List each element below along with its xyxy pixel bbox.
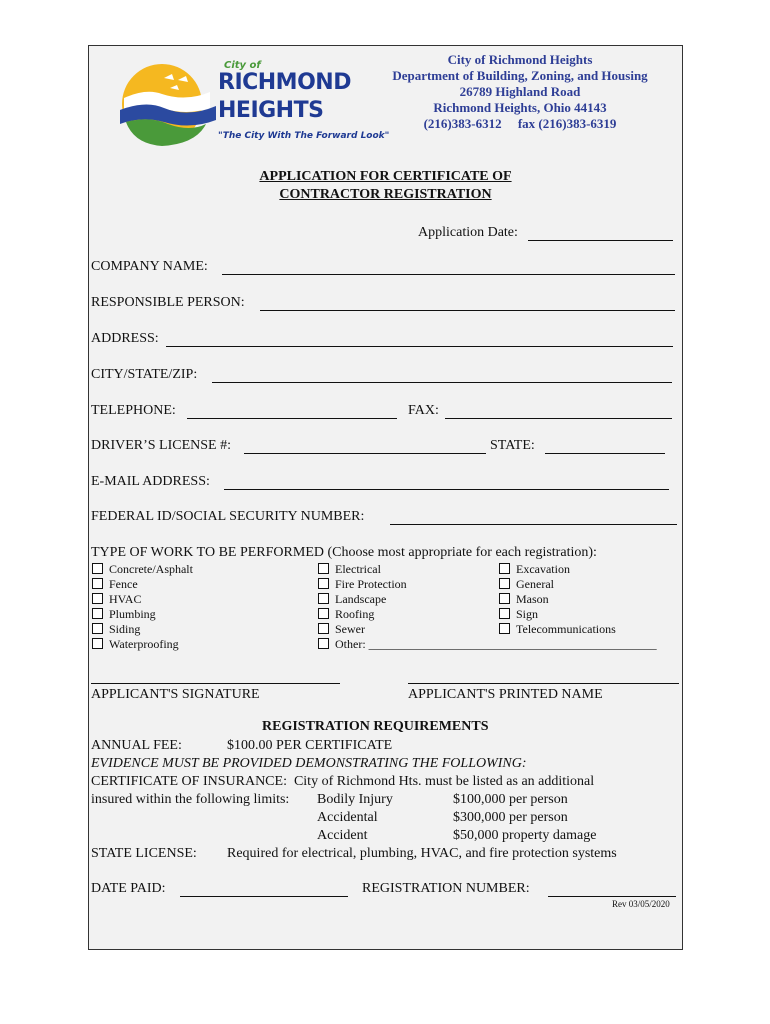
city-state-zip-label: CITY/STATE/ZIP: xyxy=(91,367,198,382)
other-field[interactable]: Other: ________________________________________________ xyxy=(335,637,657,651)
checkbox-label: Concrete/Asphalt xyxy=(109,562,193,576)
application-date-field[interactable] xyxy=(528,240,673,241)
checkbox-label: General xyxy=(516,577,554,591)
checkbox[interactable] xyxy=(92,623,103,634)
checkbox-item-other[interactable] xyxy=(318,637,657,652)
state-license-value: Required for electrical, plumbing, HVAC, and fire protection systems xyxy=(227,846,617,861)
address-label: ADDRESS: xyxy=(91,331,159,346)
responsible-person-field[interactable] xyxy=(260,310,675,311)
title-line-1: APPLICATION FOR CERTIFICATE OF xyxy=(259,169,512,184)
responsible-person-label: RESPONSIBLE PERSON: xyxy=(91,295,245,310)
checkbox-item[interactable] xyxy=(499,622,616,637)
work-type-col3 xyxy=(499,562,616,637)
department-header xyxy=(380,52,660,132)
application-date-label: Application Date: xyxy=(418,225,518,240)
city-state-zip-field[interactable] xyxy=(212,382,672,383)
fax-label: FAX: xyxy=(408,403,439,418)
checkbox-label: Mason xyxy=(516,592,549,606)
state-label: STATE: xyxy=(490,438,535,453)
checkbox[interactable] xyxy=(318,638,329,649)
checkbox[interactable] xyxy=(499,578,510,589)
logo-tagline: "The City With The Forward Look" xyxy=(218,131,390,141)
company-name-label: COMPANY NAME: xyxy=(91,259,208,274)
drivers-license-label: DRIVER’S LICENSE #: xyxy=(91,438,231,453)
federal-id-field[interactable] xyxy=(390,524,677,525)
logo-heights: HEIGHTS xyxy=(218,98,324,123)
checkbox-label: Fence xyxy=(109,577,138,591)
email-field[interactable] xyxy=(224,489,669,490)
checkbox[interactable] xyxy=(92,563,103,574)
header-phone-fax: (216)383-6312 fax (216)383-6319 xyxy=(423,116,617,131)
insurance-line-1: CERTIFICATE OF INSURANCE: City of Richmond Hts. must be listed as an additional xyxy=(91,774,595,789)
applicant-printed-name-field[interactable] xyxy=(408,683,679,684)
checkbox[interactable] xyxy=(92,608,103,619)
revision-date: Rev 03/05/2020 xyxy=(612,899,670,909)
federal-id-label: FEDERAL ID/SOCIAL SECURITY NUMBER: xyxy=(91,509,365,524)
checkbox-item[interactable] xyxy=(499,607,616,622)
checkbox-item[interactable] xyxy=(92,592,193,607)
checkbox-label: Sign xyxy=(516,607,539,621)
date-paid-label: DATE PAID: xyxy=(91,881,166,896)
checkbox[interactable] xyxy=(92,578,103,589)
insurance-line-2: insured within the following limits: xyxy=(91,792,290,807)
logo-richmond: RICHMOND xyxy=(218,70,351,95)
header-city-state-zip: Richmond Heights, Ohio 44143 xyxy=(433,100,607,115)
applicant-signature-label: APPLICANT'S SIGNATURE xyxy=(91,687,260,702)
checkbox[interactable] xyxy=(499,563,510,574)
checkbox-item[interactable] xyxy=(92,607,193,622)
registration-number-label: REGISTRATION NUMBER: xyxy=(362,881,530,896)
checkbox-label: Telecommunications xyxy=(516,622,616,636)
checkbox-label: Excavation xyxy=(516,562,570,576)
checkbox[interactable] xyxy=(318,623,329,634)
limit-value: $50,000 property damage xyxy=(453,828,597,843)
address-field[interactable] xyxy=(166,346,673,347)
checkbox-label: HVAC xyxy=(109,592,142,606)
checkbox-label: Siding xyxy=(109,622,141,636)
checkbox-item[interactable] xyxy=(92,637,193,652)
email-label: E-MAIL ADDRESS: xyxy=(91,474,210,489)
checkbox[interactable] xyxy=(499,608,510,619)
checkbox-item[interactable] xyxy=(92,622,193,637)
checkbox[interactable] xyxy=(318,578,329,589)
checkbox[interactable] xyxy=(318,608,329,619)
checkbox-item[interactable] xyxy=(499,562,616,577)
applicant-printed-name-label: APPLICANT'S PRINTED NAME xyxy=(408,687,603,702)
annual-fee-label: ANNUAL FEE: xyxy=(91,738,182,753)
limit-value: $300,000 per person xyxy=(453,810,568,825)
state-license-label: STATE LICENSE: xyxy=(91,846,197,861)
checkbox-item[interactable] xyxy=(499,592,616,607)
city-logo xyxy=(106,58,390,153)
checkbox[interactable] xyxy=(92,593,103,604)
company-name-field[interactable] xyxy=(222,274,675,275)
checkbox-item[interactable] xyxy=(499,577,616,592)
city-logo-emblem xyxy=(106,58,226,153)
checkbox-label: Electrical xyxy=(335,562,381,576)
checkbox[interactable] xyxy=(92,638,103,649)
checkbox-label: Sewer xyxy=(335,622,365,636)
checkbox-item[interactable] xyxy=(92,562,193,577)
checkbox-label: Waterproofing xyxy=(109,637,179,651)
checkbox-label: Landscape xyxy=(335,592,387,606)
work-type-heading: TYPE OF WORK TO BE PERFORMED (Choose most appropriate for each registration): xyxy=(91,545,597,560)
title-line-2: CONTRACTOR REGISTRATION xyxy=(279,187,492,202)
drivers-license-field[interactable] xyxy=(244,453,486,454)
limit-label: Accidental xyxy=(317,810,378,825)
limit-label: Accident xyxy=(317,828,368,843)
checkbox-label: Plumbing xyxy=(109,607,156,621)
annual-fee-value: $100.00 PER CERTIFICATE xyxy=(227,738,393,753)
checkbox[interactable] xyxy=(499,593,510,604)
applicant-signature-field[interactable] xyxy=(91,683,340,684)
telephone-label: TELEPHONE: xyxy=(91,403,176,418)
checkbox-label: Fire Protection xyxy=(335,577,407,591)
telephone-field[interactable] xyxy=(187,418,397,419)
fax-field[interactable] xyxy=(445,418,672,419)
date-paid-field[interactable] xyxy=(180,896,348,897)
logo-city-of: City of xyxy=(224,60,261,71)
checkbox-label: Roofing xyxy=(335,607,375,621)
header-city: City of Richmond Heights xyxy=(447,52,593,67)
work-type-col1 xyxy=(92,562,193,652)
registration-number-field[interactable] xyxy=(548,896,676,897)
header-street: 26789 Highland Road xyxy=(459,84,581,99)
limit-value: $100,000 per person xyxy=(453,792,568,807)
requirements-heading: REGISTRATION REQUIREMENTS xyxy=(262,719,489,734)
state-field[interactable] xyxy=(545,453,665,454)
evidence-note: EVIDENCE MUST BE PROVIDED DEMONSTRATING THE FOLLOWING: xyxy=(91,756,527,771)
checkbox[interactable] xyxy=(318,563,329,574)
form-title xyxy=(188,168,583,204)
header-department: Department of Building, Zoning, and Housing xyxy=(392,68,648,83)
checkbox[interactable] xyxy=(499,623,510,634)
checkbox-item[interactable] xyxy=(92,577,193,592)
limit-label: Bodily Injury xyxy=(317,792,393,807)
checkbox[interactable] xyxy=(318,593,329,604)
